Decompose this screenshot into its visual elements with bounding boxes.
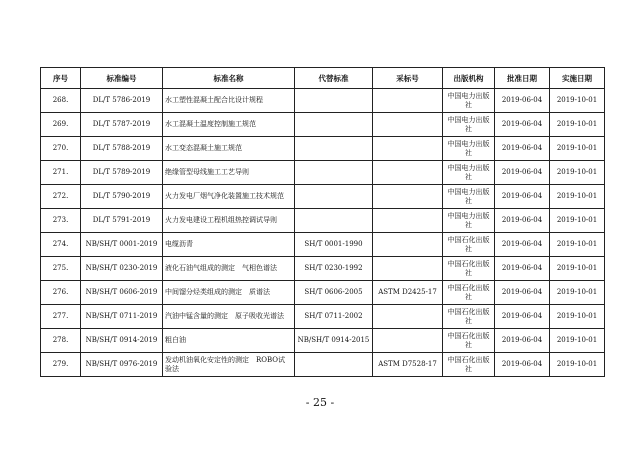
cell-std-code: DL/T 5790-2019 [81, 185, 163, 209]
cell-seq: 270. [41, 137, 81, 161]
cell-seq: 272. [41, 185, 81, 209]
cell-replaced-std [295, 89, 373, 113]
cell-replaced-std: SH/T 0230-1992 [295, 257, 373, 281]
cell-adopted-std [373, 185, 443, 209]
cell-approval-date: 2019-06-04 [495, 185, 550, 209]
cell-std-code: DL/T 5788-2019 [81, 137, 163, 161]
cell-std-code: DL/T 5787-2019 [81, 113, 163, 137]
cell-std-code: DL/T 5791-2019 [81, 209, 163, 233]
cell-effective-date: 2019-10-01 [550, 353, 605, 377]
cell-publisher: 中国石化出版社 [443, 329, 495, 353]
table-row [41, 233, 605, 257]
cell-seq: 277. [41, 305, 81, 329]
cell-std-code: DL/T 5789-2019 [81, 161, 163, 185]
table-body [41, 89, 605, 377]
cell-publisher: 中国电力出版社 [443, 137, 495, 161]
cell-adopted-std: ASTM D7528-17 [373, 353, 443, 377]
cell-std-name: 液化石油气组成的测定 气相色谱法 [163, 257, 295, 281]
table-row [41, 353, 605, 377]
table-row [41, 137, 605, 161]
cell-seq: 273. [41, 209, 81, 233]
cell-publisher: 中国石化出版社 [443, 281, 495, 305]
cell-seq: 269. [41, 113, 81, 137]
header-row [41, 68, 605, 89]
cell-seq: 271. [41, 161, 81, 185]
cell-std-name: 火力发电建设工程机组热控调试导则 [163, 209, 295, 233]
cell-adopted-std [373, 209, 443, 233]
header-std-name: 标准名称 [163, 68, 295, 89]
cell-approval-date: 2019-06-04 [495, 137, 550, 161]
cell-approval-date: 2019-06-04 [495, 353, 550, 377]
cell-seq: 279. [41, 353, 81, 377]
cell-replaced-std [295, 137, 373, 161]
cell-seq: 278. [41, 329, 81, 353]
cell-publisher: 中国石化出版社 [443, 257, 495, 281]
cell-std-code: NB/SH/T 0230-2019 [81, 257, 163, 281]
table-row [41, 209, 605, 233]
cell-effective-date: 2019-10-01 [550, 113, 605, 137]
header-publisher: 出版机构 [443, 68, 495, 89]
cell-effective-date: 2019-10-01 [550, 281, 605, 305]
cell-replaced-std: NB/SH/T 0914-2015 [295, 329, 373, 353]
cell-approval-date: 2019-06-04 [495, 257, 550, 281]
cell-approval-date: 2019-06-04 [495, 233, 550, 257]
cell-effective-date: 2019-10-01 [550, 161, 605, 185]
cell-std-name: 汽油中锰含量的测定 原子吸收光谱法 [163, 305, 295, 329]
cell-adopted-std [373, 137, 443, 161]
cell-std-name: 粗白油 [163, 329, 295, 353]
table-row [41, 89, 605, 113]
cell-std-name: 电缆沥青 [163, 233, 295, 257]
header-adopted-std: 采标号 [373, 68, 443, 89]
cell-publisher: 中国电力出版社 [443, 209, 495, 233]
cell-publisher: 中国石化出版社 [443, 233, 495, 257]
cell-publisher: 中国石化出版社 [443, 353, 495, 377]
cell-seq: 275. [41, 257, 81, 281]
cell-effective-date: 2019-10-01 [550, 233, 605, 257]
cell-replaced-std [295, 185, 373, 209]
cell-approval-date: 2019-06-04 [495, 281, 550, 305]
cell-adopted-std [373, 305, 443, 329]
cell-publisher: 中国石化出版社 [443, 305, 495, 329]
cell-publisher: 中国电力出版社 [443, 161, 495, 185]
header-approval-date: 批准日期 [495, 68, 550, 89]
cell-replaced-std: SH/T 0001-1990 [295, 233, 373, 257]
cell-effective-date: 2019-10-01 [550, 209, 605, 233]
cell-replaced-std: SH/T 0606-2005 [295, 281, 373, 305]
cell-approval-date: 2019-06-04 [495, 305, 550, 329]
cell-adopted-std [373, 233, 443, 257]
cell-std-code: NB/SH/T 0914-2019 [81, 329, 163, 353]
table-row [41, 305, 605, 329]
cell-std-code: NB/SH/T 0001-2019 [81, 233, 163, 257]
header-replaced-std: 代替标准 [295, 68, 373, 89]
table-header [41, 68, 605, 89]
cell-adopted-std: ASTM D2425-17 [373, 281, 443, 305]
cell-std-name: 绝缘管型母线施工工艺导则 [163, 161, 295, 185]
cell-publisher: 中国电力出版社 [443, 113, 495, 137]
cell-replaced-std [295, 353, 373, 377]
cell-replaced-std [295, 113, 373, 137]
page-number: - 25 - [305, 396, 335, 409]
table-row [41, 257, 605, 281]
cell-adopted-std [373, 161, 443, 185]
cell-adopted-std [373, 113, 443, 137]
cell-approval-date: 2019-06-04 [495, 89, 550, 113]
cell-std-name: 火力发电厂烟气净化装置施工技术规范 [163, 185, 295, 209]
header-seq: 序号 [41, 68, 81, 89]
cell-seq: 268. [41, 89, 81, 113]
cell-effective-date: 2019-10-01 [550, 257, 605, 281]
cell-seq: 274. [41, 233, 81, 257]
table-row [41, 161, 605, 185]
cell-publisher: 中国电力出版社 [443, 89, 495, 113]
cell-replaced-std [295, 209, 373, 233]
cell-approval-date: 2019-06-04 [495, 113, 550, 137]
cell-std-name: 中间馏分烃类组成的测定 质谱法 [163, 281, 295, 305]
table-row [41, 185, 605, 209]
cell-effective-date: 2019-10-01 [550, 137, 605, 161]
cell-std-name: 水工混凝土温度控制施工规范 [163, 113, 295, 137]
cell-std-code: NB/SH/T 0606-2019 [81, 281, 163, 305]
cell-adopted-std [373, 257, 443, 281]
cell-seq: 276. [41, 281, 81, 305]
cell-replaced-std [295, 161, 373, 185]
table-row [41, 281, 605, 305]
cell-approval-date: 2019-06-04 [495, 161, 550, 185]
cell-std-name: 水工塑性混凝土配合比设计规程 [163, 89, 295, 113]
table-row [41, 113, 605, 137]
cell-effective-date: 2019-10-01 [550, 329, 605, 353]
cell-publisher: 中国电力出版社 [443, 185, 495, 209]
cell-effective-date: 2019-10-01 [550, 185, 605, 209]
cell-std-code: DL/T 5786-2019 [81, 89, 163, 113]
header-std-code: 标准编号 [81, 68, 163, 89]
header-effective-date: 实施日期 [550, 68, 605, 89]
cell-std-name: 水工变态混凝土施工规范 [163, 137, 295, 161]
standards-table [40, 67, 605, 377]
cell-std-code: NB/SH/T 0976-2019 [81, 353, 163, 377]
cell-effective-date: 2019-10-01 [550, 305, 605, 329]
cell-replaced-std: SH/T 0711-2002 [295, 305, 373, 329]
cell-std-name: 发动机油氧化安定性的测定 ROBO试验法 [163, 353, 295, 377]
cell-approval-date: 2019-06-04 [495, 209, 550, 233]
cell-std-code: NB/SH/T 0711-2019 [81, 305, 163, 329]
cell-effective-date: 2019-10-01 [550, 89, 605, 113]
cell-approval-date: 2019-06-04 [495, 329, 550, 353]
cell-adopted-std [373, 329, 443, 353]
table-row [41, 329, 605, 353]
cell-adopted-std [373, 89, 443, 113]
